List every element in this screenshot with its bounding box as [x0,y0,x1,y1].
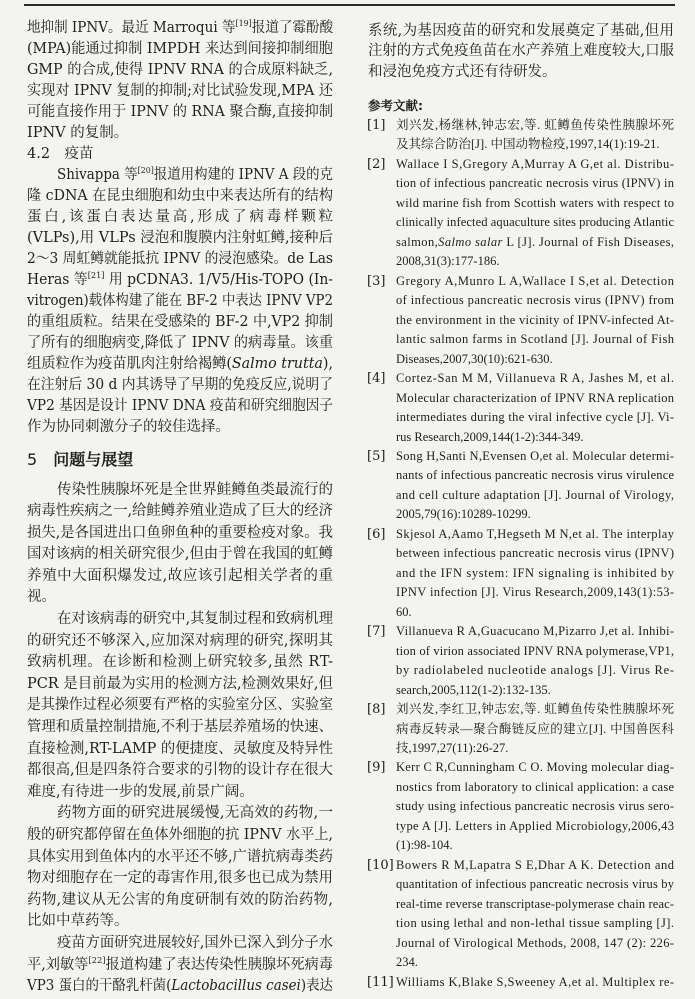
italic-term: Salmo trutta [231,355,323,372]
reference-list [368,116,674,992]
text-line [27,717,333,739]
text-segment: )表达 [300,978,333,995]
line-text: 比如中草药等。 [27,913,129,930]
line-text: 般的研究都停留在鱼体外细胞的抗 IPNV 水平上, [27,827,333,843]
subsection-heading [27,144,333,165]
line-text: Villanueva R A,Guacucano M,Pizarro J,et al. Inhibi- [396,624,675,639]
line-text [27,354,333,375]
text-segment: 用 pCDNA3. 1/V5/His-TOPO (In- [104,271,333,288]
paragraph [368,21,674,83]
text-line [396,642,674,661]
text-line [396,272,674,291]
text-line [396,311,674,330]
text-line [27,207,336,228]
reference-number: [8] [367,702,386,718]
text-line [368,21,674,42]
line-text: 疫苗方面研究进展较好,国外已深入到分子水 [57,934,333,951]
line-text: 了所有的细胞病变,降低了 IPNV 的病毒量。该重 [27,334,333,351]
reference-text [396,856,674,973]
citation-superscript: [20] [137,165,154,176]
reference-text [396,700,674,758]
text-line [27,81,333,102]
line-text: 隆 cDNA 在昆虫细胞和幼虫中来表达所有的结构 [27,187,333,204]
section-title: 问题与展望 [53,449,134,469]
line-text: 在注射后 30 d 内其诱导了早期的免疫反应,说明了 [27,376,333,393]
line-text: Song H,Santi N,Evensen O,et al. Molecular determi- [396,448,675,463]
text-line [27,566,333,588]
reference-number: [1] [367,118,386,133]
reference-text [396,973,674,992]
line-text: 可能直接作用于 IPNV 的 RNA 聚合酶,直接抑制 [27,103,333,120]
paragraph [27,480,333,610]
text-line [396,408,674,427]
line-text: by radiolabeled nucleotide analogs [J]. Virus Re- [396,663,675,678]
text-line [27,631,333,653]
text-segment: 报道用构建的 IPNV A 段的克 [153,166,333,183]
line-text: Wallace I S,Gregory A,Murray A G,et al. Distribu- [396,156,675,171]
text-line [27,976,333,998]
text-line [396,350,674,369]
paragraph [27,803,333,933]
line-text: quantitation of infectious pancreatic necrosis virus by [396,877,675,892]
line-text: 实现对 IPNV 复制的抑制;对比试验发现,MPA 还 [27,82,333,99]
text-line [368,62,674,83]
line-text: rus Research,2009,144(1-2):344-349. [396,429,584,444]
line-text: 及其综合防治[J]. 中国动物检疫,1997,14(1):19-21. [396,137,660,152]
text-line [27,695,333,717]
text-line [396,389,674,408]
text-line [27,933,333,955]
text-line [396,661,674,680]
line-text: 蛋白,该蛋白表达量高,形成了病毒样颗粒 [27,208,336,225]
text-line [396,720,674,739]
text-line [27,123,333,144]
text-line [396,836,674,855]
line-text: 都很高,但是四条符合要求的引物的设计存在很大 [27,762,333,779]
text-line [396,525,674,544]
text-line [396,564,674,583]
text-line [396,934,674,953]
text-line [27,501,333,523]
line-text: Skjesol A,Aamo T,Hegseth M N,et al. The interplay [396,526,675,541]
reference-number: [3] [367,273,386,289]
text-line [396,544,674,563]
line-text: (1):98-104. [396,838,453,853]
line-text: Gregory A,Munro L A,Wallace I S,et al. Detection [396,273,675,288]
line-text: 系统,为基因疫苗的研究和发展奠定了基础,但用 [368,22,675,39]
text-line [396,505,674,524]
line-text: 损失,是各国进出口鱼卵鱼种的重要检疫对象。我 [27,524,333,541]
line-text: 药物,建议从无公害的角度研制有效的防治药物, [27,891,334,908]
line-text: lantic salmon farms in Scotland [J]. Journal of Fish [396,332,675,347]
line-text: tion of infectious pancreatic necrosis virus (IPNV) in [396,176,675,191]
text-line [27,60,333,81]
line-text: 直接检测,RT-LAMP 的便捷度、灵敏度及特异性 [27,740,333,757]
text-line [396,739,674,758]
citation-superscript: [21] [87,270,105,281]
line-text: between infectious pancreatic necrosis virus (IPNV) [396,546,675,561]
line-text: 刘兴发,李红卫,钟志宏,等. 虹鳟鱼传染性胰腺坏死 [396,702,675,717]
text-line [27,375,333,396]
reference-item [368,700,674,758]
reference-item [368,369,674,447]
text-line [27,803,333,825]
line-text: 病毒反转录—聚合酶链反应的建立[J]. 中国兽医科 [396,721,675,736]
reference-item [368,447,674,525]
line-text: IPNV infection [J]. Virus Research,2009,143(1):53- [396,585,675,600]
line-text: tion using lethal and non-lethal tissue sampling [J]. [396,916,675,931]
reference-item [368,116,674,155]
text-line [396,622,674,641]
text-line [396,291,674,310]
reference-text [396,447,674,525]
text-line [396,194,674,213]
right-column [368,21,674,993]
text-line [27,270,333,291]
text-line [396,155,674,174]
line-text: real-time reverse transcriptase-polymerase chain reac- [396,896,675,911]
line-text: Journal of Virological Methods, 2008, 147 (2): 226- [396,935,675,950]
text-line [27,249,333,270]
line-text: 作为协同刺激分子的较佳选择。 [27,418,230,435]
line-text: 病毒性疾病之一,给鲑鳟养殖业造成了巨大的经济 [27,503,333,520]
citation-superscript: [19] [235,18,252,29]
left-column [27,18,336,998]
line-text [27,976,333,998]
text-segment: VP3 蛋白的干酪乳杆菌( [27,978,172,995]
text-segment: 组质粒作为疫苗肌肉注射给褐鳟( [27,355,232,372]
text-line [396,914,674,933]
text-line [396,953,674,972]
text-line [27,165,333,186]
line-text: GMP 的合成,使得 IPNV RNA 的合成原料缺乏, [27,61,333,78]
section-heading [27,440,333,480]
line-text: 物对细胞存在一定的毒害作用,很多也已成为禁用 [27,870,333,887]
line-text: 致病机理。在诊断和检测上研究较多,虽然 RT- [27,654,334,671]
line-text [27,270,333,291]
text-segment: ), [322,355,333,372]
line-text: 刘兴发,杨继林,钟志宏,等. 虹鳟鱼传染性胰腺坏死 [396,118,675,132]
reference-number: [2] [367,156,386,172]
text-line [396,116,674,135]
line-text: 视。 [27,589,56,606]
paragraph [27,933,333,998]
line-text: type A [J]. Letters in Applied Microbiology,2006,43 [396,818,675,833]
line-text: VP2 基因是设计 IPNV DNA 疫苗和研究细胞因子 [27,397,333,414]
line-text: 传染性胰腺坏死是全世界鲑鳟鱼类最流行的 [57,481,334,498]
text-line [396,135,674,154]
text-line [27,312,333,333]
line-text: wild marine fish from Scottish waters with respect to [396,195,675,210]
reference-number: [4] [367,371,386,387]
reference-text [396,155,674,272]
text-line [396,447,674,466]
reference-number: [9] [367,760,386,776]
line-text: and cell culture adaptation [J]. Journal of Virology, [396,487,675,502]
line-text: and the IFN system: IFN signaling is inhibited by [396,565,675,580]
text-line [396,583,674,602]
text-line [27,396,333,417]
text-line [27,291,333,312]
line-text: 的重组质粒。结果在受感染的 BF-2 中,VP2 抑制 [27,313,333,330]
line-text: 的研究还不够深入,应加深对病理的研究,探明其 [27,632,334,649]
line-text [27,955,333,977]
text-line [396,973,674,992]
line-text: 注射的方式免疫鱼苗在水产养殖上难度较大,口服 [368,43,674,59]
reference-text [396,525,674,622]
line-text [57,165,333,186]
text-segment: L [J]. Journal of Fish Diseases, [502,234,675,249]
text-line [27,333,333,354]
line-text: 和浸泡免疫方式还有待研发。 [368,63,557,80]
line-text: nostics from laboratory to clinical application: a case [396,779,675,794]
reference-item [368,973,674,992]
section-number: 5 [27,449,38,469]
text-line [27,480,333,502]
paragraph [27,165,336,438]
text-line [396,252,674,271]
text-segment: Heras 等 [27,271,88,288]
reference-number: [6] [367,526,386,542]
line-text: 2～3 周虹鳟就能抵抗 IPNV 的浸泡感染。de Las [27,250,333,267]
line-text: Kerr C R,Cunningham C O. Moving molecular diag- [396,760,675,775]
line-text: Molecular characterization of IPNV RNA replication [396,390,675,405]
reference-item [368,272,674,369]
text-segment: 报道了霉酚酸 [251,19,333,36]
reference-item [368,155,674,272]
line-text: of infectious pancreatic necrosis virus (IPNV) from [396,293,675,308]
line-text: Diseases,2007,30(10):621-630. [396,351,553,366]
line-text: study using infectious pancreatic necrosis virus sero- [396,799,675,814]
line-text: 60. [396,604,412,619]
reference-item [368,758,674,855]
reference-text [396,116,674,155]
text-line [396,700,674,719]
text-line [396,174,674,193]
text-line [396,895,674,914]
text-line [396,603,674,622]
text-line [27,890,333,912]
text-line [27,825,333,847]
line-text: 药物方面的研究进展缓慢,无高效的药物,一 [57,805,334,822]
text-line [27,868,333,890]
text-segment: 平,刘敏等 [27,956,89,973]
text-line [368,41,674,62]
text-line [27,739,333,761]
italic-term: Lactobacillus casei [171,978,301,995]
text-line [396,797,674,816]
reference-text [396,758,674,855]
text-line [396,778,674,797]
text-line [396,681,674,700]
text-line [27,417,333,438]
line-text: 技,1997,27(11):26-27. [396,741,509,755]
text-line [27,544,333,566]
references-heading: 参考文献: [368,98,423,113]
text-line [27,186,333,207]
line-text: the environment in the vicinity of IPNV-infected At- [396,312,675,327]
line-text [396,233,674,252]
reference-number: [5] [367,448,386,464]
line-text: IPNV 的复制。 [27,124,129,141]
italic-term: Salmo salar [438,234,503,249]
header-rule [24,4,675,6]
text-line [396,817,674,836]
line-text: 养殖中大面积爆发过,故应该引起相关学者的重 [27,567,334,584]
line-text: 2008,31(3):177-186. [396,254,500,269]
line-text: clinically infected aquaculture sites producing Atlantic [396,215,675,230]
text-line [27,652,333,674]
text-line [27,847,333,869]
line-text: PCR 是目前最为实用的检测方法,检测效果好,但 [27,675,333,692]
reference-text [396,272,674,369]
reference-number: [7] [367,624,386,640]
reference-item [368,622,674,700]
reference-text [396,622,674,700]
text-line [27,523,333,545]
line-text: 2005,79(16):10289-10299. [396,507,531,522]
reference-item [368,856,674,973]
text-line [27,354,333,375]
line-text: Cortez-San M M, Villanueva R A, Jashes M, et al. [396,371,675,386]
line-text: 具体实用到鱼体内的水平还不够,广谱抗病毒类药 [27,848,333,865]
paragraph [27,609,333,803]
text-segment: 报道构建了表达传染性胰腺坏死病毒 [105,956,333,973]
text-line [27,587,333,609]
line-text: vitrogen)载体构建了能在 BF-2 中表达 IPNV VP2 [27,292,333,309]
reference-text [396,369,674,447]
text-line [396,875,674,894]
text-line [396,330,674,349]
text-line [27,609,333,631]
text-line [27,955,333,977]
text-line [396,466,674,485]
text-line [27,39,333,60]
line-text: (VLPs),用 VLPs 浸泡和腹膜内注射虹鳟,接种后 [27,229,333,246]
text-line [396,486,674,505]
text-segment: Shivappa 等 [57,166,138,183]
line-text: tion of virion associated IPNV RNA polymerase,VP1, [396,643,675,658]
text-line [396,856,674,875]
text-line [27,674,333,696]
line-text: 234. [396,955,418,970]
reference-number: [11] [367,974,394,990]
text-line [27,782,333,804]
line-text: nants of infectious pancreatic necrosis virus virulence [396,468,675,483]
line-text: Williams K,Blake S,Sweeney A,et al. Multiplex re- [396,974,675,989]
text-segment: 地抑制 IPNV。最近 Marroqui 等 [27,19,236,36]
text-line [27,228,333,249]
line-text: 国对该病的相关研究很少,但由于曾在我国的虹鳟 [27,546,333,563]
line-text: Bowers R M,Lapatra S E,Dhar A K. Detection and [396,857,675,872]
line-text: 在对该病毒的研究中,其复制过程和致病机理 [57,611,333,628]
text-line [27,760,333,782]
line-text: 是其操作过程必须要有严格的实验室分区、实验室 [27,697,333,714]
text-line [27,102,333,123]
text-line [396,428,674,447]
line-text: 管理和质量控制措施,不利于基层养殖场的快速、 [27,719,333,736]
text-line [396,758,674,777]
text-line [396,369,674,388]
reference-number: [10] [367,857,394,873]
line-text: 难度,有待进一步的发展,前景广阔。 [27,783,254,800]
line-text: (MPA)能通过抑制 IMPDH 来达到间接抑制细胞 [27,40,333,57]
text-line [396,213,674,232]
line-text: search,2005,112(1-2):132-135. [396,682,551,697]
text-line [396,233,674,252]
text-segment: salmon, [396,234,439,249]
text-line [27,18,333,39]
citation-superscript: [22] [88,955,106,966]
line-text: intermediates during the viral infective cycle [J]. Vi- [396,410,675,425]
reference-item [368,525,674,622]
subsection-title: 4.2 疫苗 [27,145,94,162]
text-line [27,911,333,933]
line-text [27,18,333,39]
paragraph [27,18,333,144]
